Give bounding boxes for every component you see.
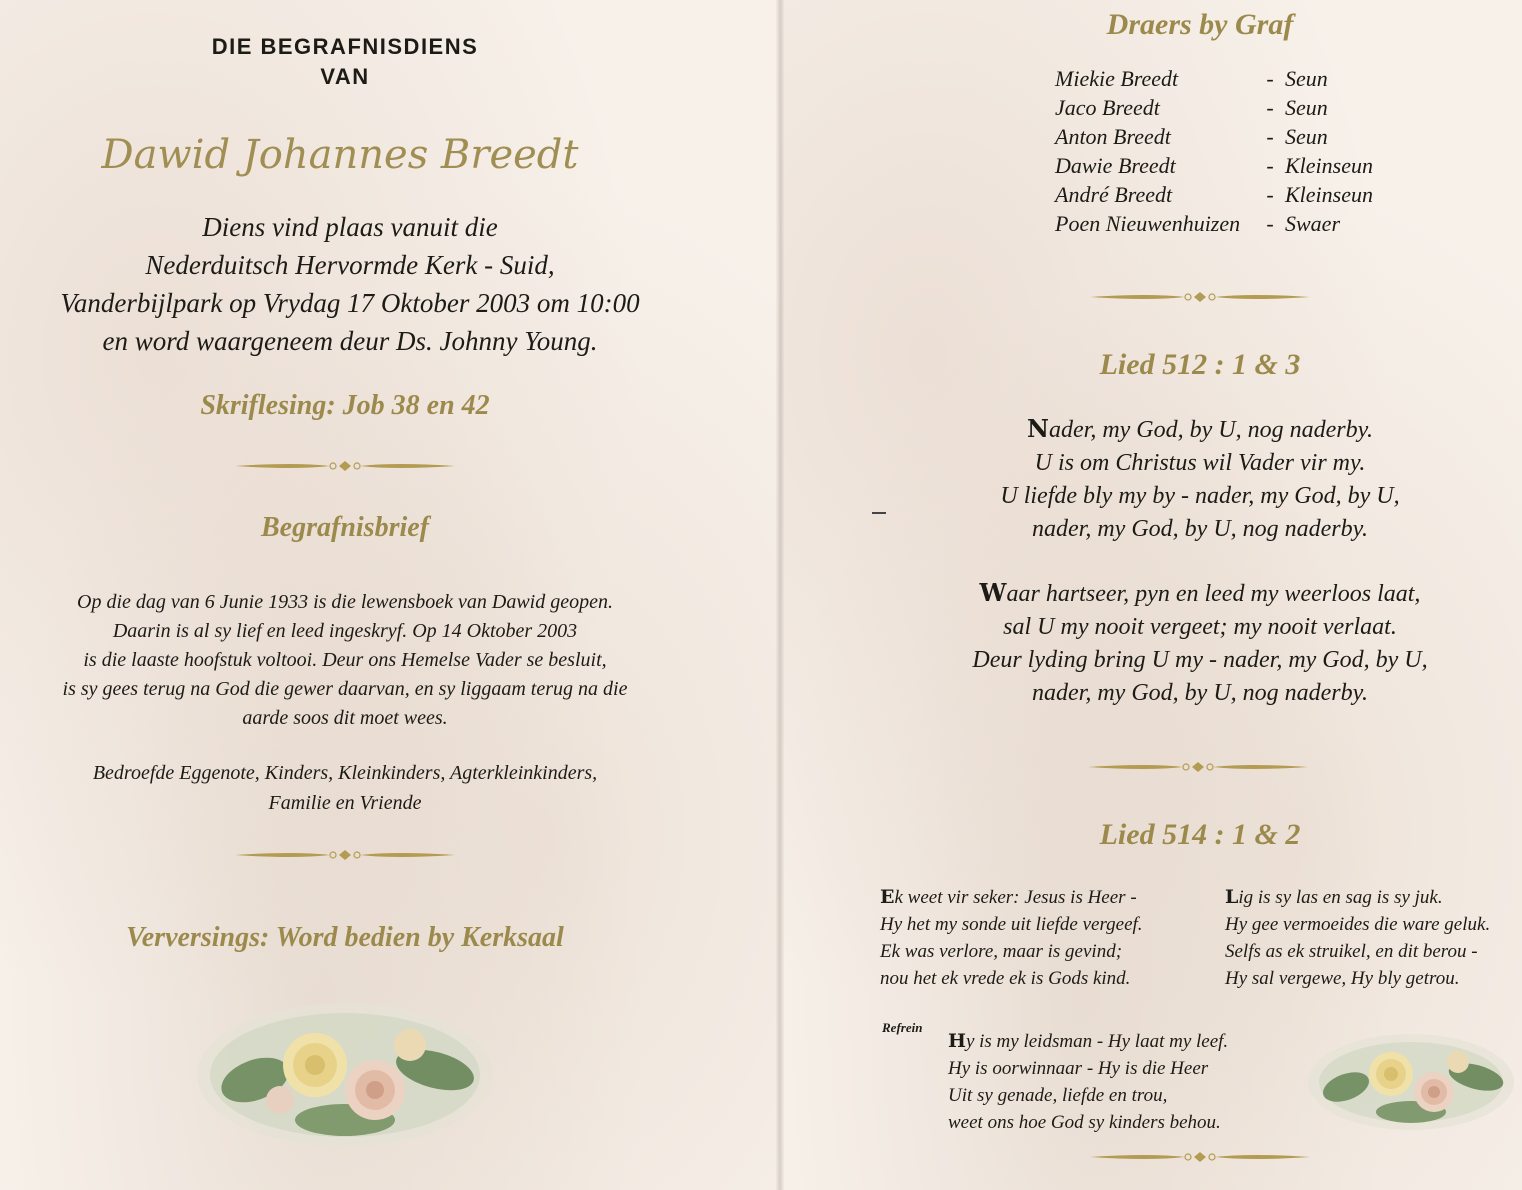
verse-line: nou het ek vrede ek is Gods kind. bbox=[880, 968, 1131, 989]
bearer-name: Poen Nieuwenhuizen bbox=[1055, 211, 1241, 236]
list-item bbox=[1055, 64, 1405, 93]
verse-line-text: ader, my God, by U, nog naderby. bbox=[1048, 417, 1373, 443]
list-item bbox=[1055, 209, 1405, 238]
service-line: Nederduitsch Hervormde Kerk - Suid, bbox=[145, 250, 555, 280]
stray-mark bbox=[872, 512, 886, 514]
pallbearers-list bbox=[1055, 64, 1405, 238]
letter-line: aarde soos dit moet wees. bbox=[242, 707, 448, 729]
roses-illustration bbox=[195, 1000, 495, 1154]
roses-illustration bbox=[1306, 1032, 1516, 1136]
service-heading-line2: VAN bbox=[320, 64, 370, 89]
list-item bbox=[1055, 151, 1405, 180]
mourner-line: Bedroefde Eggenote, Kinders, Kleinkinders, Agterkleinkinders, bbox=[92, 762, 598, 784]
verse-line-text: k weet vir seker: Jesus is Heer - bbox=[894, 887, 1137, 908]
funeral-letter bbox=[0, 588, 690, 733]
scripture-reading: Skriflesing: Job 38 en 42 bbox=[200, 390, 490, 421]
bearer-relation: Seun bbox=[1285, 95, 1328, 120]
service-heading-line1: DIE BEGRAFNISDIENS bbox=[211, 34, 479, 59]
pallbearers-title: Draers by Graf bbox=[1106, 8, 1294, 41]
verse-line: Ek was verlore, maar is gevind; bbox=[880, 941, 1123, 962]
verse-line: nader, my God, by U, nog naderby. bbox=[1032, 680, 1368, 706]
mourner-line: Familie en Vriende bbox=[268, 792, 422, 814]
verse-line: weet ons hoe God sy kinders behou. bbox=[948, 1112, 1221, 1133]
hymn-514-verse-1 bbox=[880, 884, 1210, 992]
bearer-dash: - bbox=[1266, 124, 1274, 149]
bearer-dash: - bbox=[1266, 182, 1274, 207]
bearer-relation: Seun bbox=[1285, 66, 1328, 91]
verse-line: Uit sy genade, liefde en trou, bbox=[948, 1085, 1168, 1106]
bearer-dash: - bbox=[1266, 211, 1274, 236]
drop-cap: N bbox=[1027, 414, 1049, 443]
verse-line-text: y is my leidsman - Hy laat my leef. bbox=[965, 1031, 1229, 1052]
letter-line: is sy gees terug na God die gewer daarvan, en sy liggaam terug na die bbox=[62, 678, 628, 700]
verse-line bbox=[900, 412, 1500, 447]
verse-line: Deur lyding bring U my - nader, my God, by U, bbox=[972, 647, 1428, 673]
verse-line bbox=[948, 1028, 1288, 1055]
hymn-512-title: Lied 512 : 1 & 3 bbox=[1099, 348, 1301, 381]
verse-line: Hy sal vergewe, Hy bly getrou. bbox=[1225, 968, 1460, 989]
verse-line-text: ig is sy las en sag is sy juk. bbox=[1238, 887, 1443, 908]
verse-line bbox=[880, 884, 1210, 911]
list-item bbox=[1055, 93, 1405, 122]
refrain bbox=[948, 1028, 1288, 1136]
service-details bbox=[0, 208, 700, 360]
bearer-dash: - bbox=[1266, 153, 1274, 178]
mourners bbox=[0, 758, 690, 818]
drop-cap: H bbox=[948, 1030, 966, 1052]
hymn-514-title: Lied 514 : 1 & 2 bbox=[1099, 818, 1301, 851]
bearer-name: André Breedt bbox=[1055, 182, 1173, 207]
hymn-514-verse-2 bbox=[1225, 884, 1520, 992]
ornament-divider bbox=[235, 848, 455, 862]
verse-line: nader, my God, by U, nog naderby. bbox=[1032, 516, 1368, 542]
bearer-name: Anton Breedt bbox=[1055, 124, 1171, 149]
verse-line: U liefde bly my by - nader, my God, by U, bbox=[1000, 483, 1400, 509]
list-item bbox=[1055, 122, 1405, 151]
verse-line bbox=[900, 576, 1500, 611]
bearer-name: Miekie Breedt bbox=[1055, 66, 1179, 91]
letter-line: is die laaste hoofstuk voltooi. Deur ons Hemelse Vader se besluit, bbox=[83, 649, 607, 671]
verse-line: Hy is oorwinnaar - Hy is die Heer bbox=[948, 1058, 1209, 1079]
verse-line-text: aar hartseer, pyn en leed my weerloos laat, bbox=[1006, 581, 1421, 607]
service-heading bbox=[0, 32, 690, 92]
verse-line: Hy gee vermoeides die ware geluk. bbox=[1225, 914, 1491, 935]
bearer-name: Jaco Breedt bbox=[1055, 95, 1160, 120]
verse-line: U is om Christus wil Vader vir my. bbox=[1034, 450, 1366, 476]
ornament-divider bbox=[1090, 290, 1310, 304]
refrain-label: Refrein bbox=[882, 1020, 923, 1035]
service-line: Vanderbijlpark op Vrydag 17 Oktober 2003 om 10:00 bbox=[60, 288, 640, 318]
ornament-divider bbox=[1088, 760, 1308, 774]
bearer-relation: Kleinseun bbox=[1285, 153, 1373, 178]
verse-line: sal U my nooit vergeet; my nooit verlaat. bbox=[1003, 614, 1397, 640]
letter-line: Daarin is al sy lief en leed ingeskryf. Op 14 Oktober 2003 bbox=[112, 620, 578, 642]
hymn-512-verse-1 bbox=[900, 412, 1500, 546]
ornament-divider bbox=[235, 459, 455, 473]
drop-cap: L bbox=[1225, 886, 1239, 908]
bearer-name: Dawie Breedt bbox=[1055, 153, 1176, 178]
bearer-dash: - bbox=[1266, 95, 1274, 120]
bearer-dash: - bbox=[1266, 66, 1274, 91]
verse-line: Selfs as ek struikel, en dit berou - bbox=[1225, 941, 1478, 962]
refreshments-note: Verversings: Word bedien by Kerksaal bbox=[126, 922, 564, 953]
funeral-letter-title: Begrafnisbrief bbox=[261, 512, 429, 543]
bearer-relation: Swaer bbox=[1285, 211, 1340, 236]
hymn-512-verse-2 bbox=[900, 576, 1500, 710]
verse-line: Hy het my sonde uit liefde vergeef. bbox=[880, 914, 1143, 935]
bearer-relation: Kleinseun bbox=[1285, 182, 1373, 207]
drop-cap: W bbox=[979, 578, 1007, 607]
service-line: en word waargeneem deur Ds. Johnny Young. bbox=[102, 326, 598, 356]
deceased-name: Dawid Johannes Breedt bbox=[101, 132, 579, 178]
page-fold bbox=[776, 0, 784, 1190]
ornament-divider bbox=[1090, 1150, 1310, 1164]
bearer-relation: Seun bbox=[1285, 124, 1328, 149]
drop-cap: E bbox=[880, 886, 895, 908]
list-item bbox=[1055, 180, 1405, 209]
letter-line: Op die dag van 6 Junie 1933 is die lewensboek van Dawid geopen. bbox=[77, 591, 613, 613]
service-line: Diens vind plaas vanuit die bbox=[202, 212, 498, 242]
verse-line bbox=[1225, 884, 1520, 911]
